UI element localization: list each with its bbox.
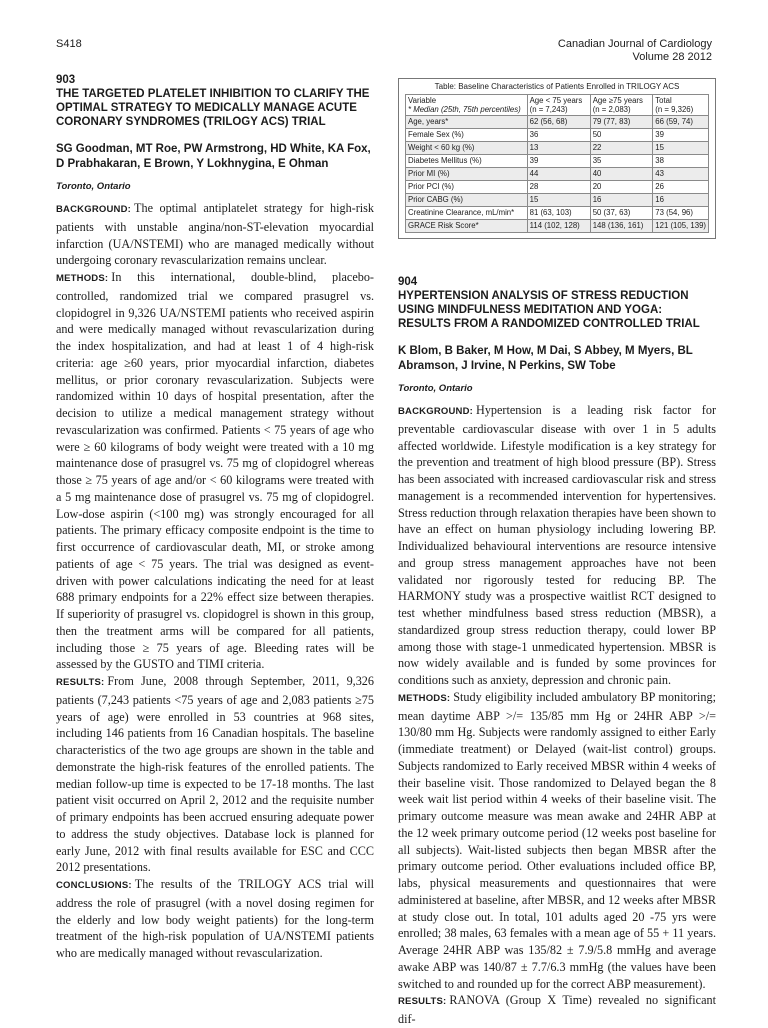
table-row [406,168,709,181]
table-caption: Table: Baseline Characteristics of Patients Enrolled in TRILOGY ACS [434,82,680,91]
row-label: Creatinine Clearance, mL/min* [406,207,528,220]
background-section [398,402,716,689]
results-section [398,992,716,1028]
cell-age-75-plus: 50 [590,129,653,142]
table-row [406,194,709,207]
row-label: Diabetes Mellitus (%) [406,155,528,168]
journal-name: Canadian Journal of Cardiology [557,38,712,50]
abstract-number: 904 [398,276,418,288]
header-col-n: (n = 9,326) [655,105,694,114]
row-label: Weight < 60 kg (%) [406,142,528,155]
conclusions-label: CONCLUSIONS: [56,880,132,891]
abstract-location: Toronto, Ontario [56,181,131,192]
header-age-75-plus [590,95,653,116]
methods-label: METHODS: [398,692,451,704]
conclusions-section [56,876,374,962]
abstract-903 [56,74,374,962]
table-row [406,207,709,220]
cell-total: 39 [653,129,709,142]
background-label: BACKGROUND: [398,406,474,417]
background-text: Hypertension is a leading risk factor for preventable cardiovascular disease with over 1 in 5 adults affected worldwide. Lifestyle modification is a key strategy for the prevention and treatment of high blood pressure (BP). Stress has been associated with increased cardiovascular risk and stress management is a recommended intervention for hypertensives. Stress reduction through relaxation therapies have been shown to have an effect on human physiology including lowering BP. Individualized behavioural interventions are resource intensive and group stress management approaches have not been validated nor rigorously tested for reducing BP. The HARMONY study was a prospective waitlist RCT designed to test whether mindfulness based stress reduction (MBSR), a standardized group stress reduction therapy, could lower BP among those with stage-1 unmedicated hypertension. MBSR is now widely available and is funded by some provinces for conditions such as anxiety, depression and chronic pain. [398,403,716,687]
baseline-table [398,78,716,239]
table-header-row [406,95,709,116]
row-label: Prior CABG (%) [406,194,528,207]
journal-volume: Volume 28 2012 [632,51,712,63]
cell-age-75-plus: 20 [590,181,653,194]
header-age-under-75 [527,95,590,116]
abstract-number: 903 [56,74,76,86]
cell-total: 121 (105, 139) [653,220,709,233]
cell-age-75-plus: 40 [590,168,653,181]
cell-age-under-75: 28 [527,181,590,194]
header-col-label: Age ≥75 years [592,96,643,105]
cell-age-under-75: 13 [527,142,590,155]
header-col-n: (n = 7,243) [529,105,568,114]
results-label: RESULTS: [398,996,447,1008]
table-row [406,155,709,168]
cell-age-under-75: 114 (102, 128) [527,220,590,233]
background-label: BACKGROUND: [56,204,132,215]
journal-header [558,38,712,64]
cell-age-under-75: 39 [527,155,590,168]
header-variable-note: * Median (25th, 75th percentiles) [408,105,521,114]
row-label: Age, years* [406,116,528,129]
row-label: Prior MI (%) [406,168,528,181]
cell-age-under-75: 62 (56, 68) [527,116,590,129]
conclusions-text: The results of the TRILOGY ACS trial will address the role of prasugrel (with a novel dosing regimen for the elderly and low body weight patients) for the long-term treatment of the high-risk population of UA/NSTEMI patients who are medically managed without revascularization. [56,877,374,960]
baseline-characteristics-table [405,94,709,233]
cell-total: 15 [653,142,709,155]
row-label: Female Sex (%) [406,129,528,142]
cell-total: 38 [653,155,709,168]
table-row [406,220,709,233]
background-section [56,200,374,269]
page-number: S418 [56,38,82,50]
results-text: RANOVA (Group X Time) revealed no significant dif- [398,993,716,1026]
cell-total: 66 (59, 74) [653,116,709,129]
row-label: Prior PCI (%) [406,181,528,194]
cell-age-75-plus: 35 [590,155,653,168]
methods-text: In this international, double-blind, placebo-controlled, randomized trial we compared prasugrel vs. clopidogrel in 9,326 UA/NSTEMI patients who received aspirin and were medically managed without revascularization during the index hospitalization, and had at least 1 of 4 high-risk criteria: age ≥60 years, prior myocardial infarction, diabetes mellitus, or prior coronary revascularization. Subjects were randomized within 10 days of hospital presentation, after the decision to utilize a medical management strategy without revascularization was confirmed. Patients < 75 years of age who were ≥ 60 kilograms of body weight were treated with a 10 mg maintenance dose of prasugrel vs. 75 mg of clopidogrel whereas those ≥ 75 years of age and/or < 60 kilograms were treated with a 5 mg maintenance dose of prasugrel vs. 75 mg of clopidogrel. Low-dose aspirin (<100 mg) was strongly encouraged for all patients. The primary efficacy composite endpoint is the time to first occurrence of cardiovascular death, MI, or stroke among patients of age < 75 years. The trial was designed as event-driven with power calculations indicating the need for at least 688 primary endpoints for a 22% effect size between therapies. If superiority of prasugrel vs. clopidogrel is shown in this group, then the treatment arms will be compared for all patients, including those ≥ 75 years of age. Bleeding rates will be assessed by the GUSTO and TIMI criteria. [56,270,374,672]
cell-age-under-75: 15 [527,194,590,207]
cell-age-75-plus: 22 [590,142,653,155]
methods-section [398,689,716,993]
cell-total: 16 [653,194,709,207]
table-row [406,142,709,155]
header-variable-label: Variable [408,96,437,105]
cell-age-under-75: 44 [527,168,590,181]
cell-age-75-plus: 79 (77, 83) [590,116,653,129]
header-col-label: Age < 75 years [529,96,583,105]
abstract-authors: SG Goodman, MT Roe, PW Armstrong, HD White, KA Fox, D Prabhakaran, E Brown, Y Lokhnygina, E Ohman [56,143,371,170]
table-row [406,116,709,129]
abstract-location: Toronto, Ontario [398,383,473,394]
cell-total: 26 [653,181,709,194]
header-variable [406,95,528,116]
row-label: GRACE Risk Score* [406,220,528,233]
background-text: The optimal antiplatelet strategy for high-risk patients with unstable angina/non-ST-elevation myocardial infarction (UA/NSTEMI) who are managed medically without undergoing coronary revascularization remains unclear. [56,201,374,268]
header-col-label: Total [655,96,672,105]
methods-label: METHODS: [56,273,109,284]
abstract-904 [398,276,716,1028]
abstract-authors: K Blom, B Baker, M How, M Dai, S Abbey, M Myers, BL Abramson, J Irvine, N Perkins, SW Tobe [398,345,693,372]
cell-age-75-plus: 148 (136, 161) [590,220,653,233]
methods-text: Study eligibility included ambulatory BP monitoring; mean daytime ABP >/= 135/85 mm Hg or 24HR ABP >/= 130/80 mm Hg. Subjects were randomly assigned to either Early (immediate treatment) or Delayed (wait-list control) groups. Subjects randomized to Early received MBSR within 4 weeks of their baseline visit. Those randomized to Delayed began the 8 week wait list period within 4 weeks of their baseline visit. The primary outcome measure was mean awake and 24HR ABP at the 12 week primary outcome period (12 weeks post baseline for all subjects). Wait-listed subjects then began MBSR after the primary outcome period. Other evaluations included office BP, labs, physical measurements and questionnaires that were administered at baseline, after MBSR, and 12 weeks after MBSR at study close out. In total, 101 adults aged 20 -75 yrs were enrolled; 38 males, 63 females with a mean age of 55 + 11 years. Average 24HR ABP was 135/82 ± 7.9/5.8 mmHg and average awake ABP was 140/87 ± 7.7/6.3 mmHg (the values have been switched to and rounded up for the correct ABP measurement). [398,689,716,991]
header-col-n: (n = 2,083) [592,105,631,114]
cell-age-75-plus: 16 [590,194,653,207]
cell-age-75-plus: 50 (37, 63) [590,207,653,220]
table-row [406,129,709,142]
abstract-title: HYPERTENSION ANALYSIS OF STRESS REDUCTION USING MINDFULNESS MEDITATION AND YOGA: RESULTS FROM A RANDOMIZED CONTROLLED TRIAL [398,290,700,330]
results-section [56,673,374,876]
results-text: From June, 2008 through September, 2011, 9,326 patients (7,243 patients <75 years of age and 2,083 patients ≥75 years of age) were enrolled in 53 countries at 968 sites, including 146 patients from 16 Canadian hospitals. The baseline characteristics of the two age groups are shown in the table and demonstrate the high-risk features of the enrolled patients. The median follow-up time is expected to be 17-18 months. The last patient visit occurred on April 2, 2012 and the requisite number of primary endpoints has been accrued ensuring adequate power to address the study objectives. Database lock is planned for early June, 2012 with final results available for ESC and CCC 2012 presentations. [56,674,374,875]
cell-age-under-75: 81 (63, 103) [527,207,590,220]
header-total [653,95,709,116]
cell-total: 73 (54, 96) [653,207,709,220]
methods-section [56,269,374,673]
abstract-title: THE TARGETED PLATELET INHIBITION TO CLARIFY THE OPTIMAL STRATEGY TO MEDICALLY MANAGE ACUTE CORONARY SYNDROMES (TRILOGY ACS) TRIAL [56,88,370,128]
table-row [406,181,709,194]
cell-age-under-75: 36 [527,129,590,142]
results-label: RESULTS: [56,677,105,688]
cell-total: 43 [653,168,709,181]
right-column [398,78,716,1028]
